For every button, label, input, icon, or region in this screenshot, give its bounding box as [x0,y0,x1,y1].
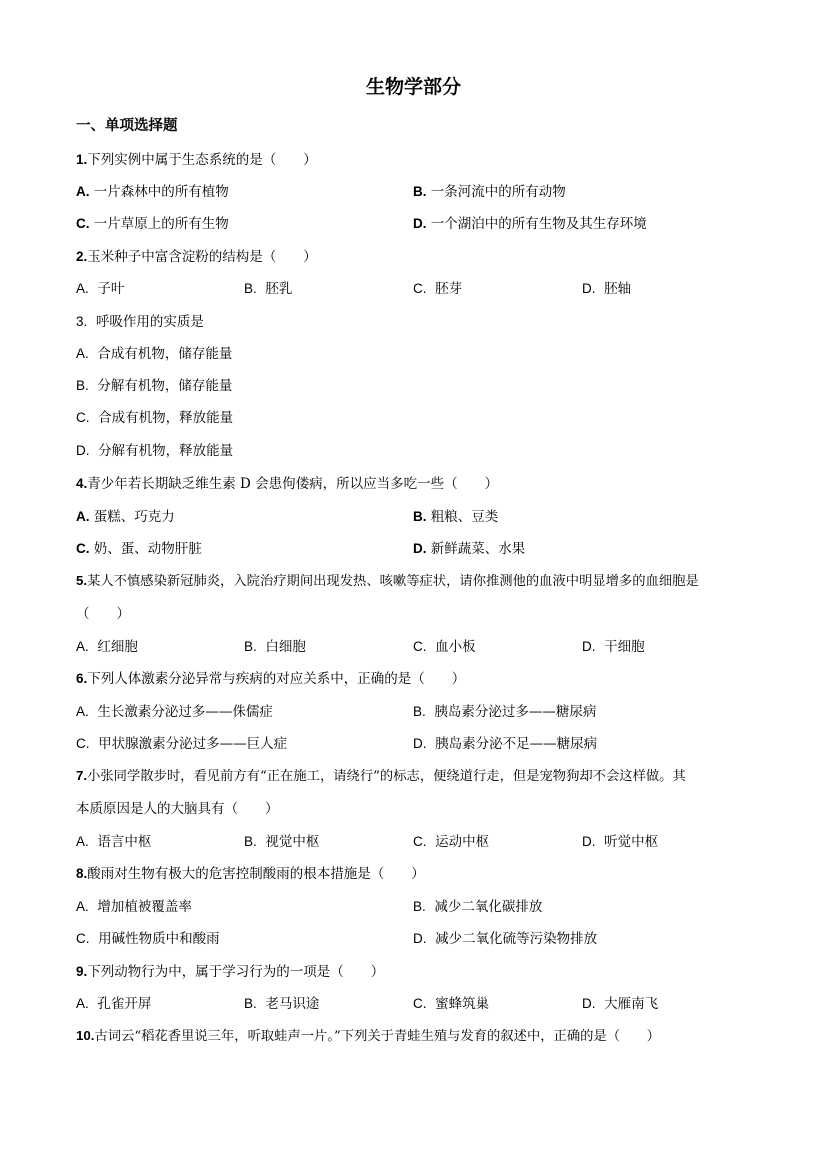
question-text: 青少年若长期缺乏维生素 D 会患佝偻病，所以应当多吃一些（ ） [87,476,499,492]
option-c: C. 血小板 [413,639,476,655]
question-8 [76,862,425,882]
option-a: A. 生长激素分泌过多——侏儒症 [76,704,273,720]
question-number: 2. [76,249,88,264]
question-3 [76,310,204,330]
option-c: C. 奶、蛋、动物肝脏 [76,541,202,557]
question-9 [76,960,384,980]
question-number: 1. [76,152,88,167]
option-c: C. 甲状腺激素分泌过多——巨人症 [76,736,288,752]
option-a: A. 孔雀开屏 [76,996,152,1012]
question-7-line2: 本质原因是人的大脑具有（ ） [76,801,279,817]
option-d: D. 胚轴 [582,281,632,297]
option-c: C. 用碱性物质中和酸雨 [76,931,220,947]
question-4 [76,472,498,492]
question-6 [76,667,465,687]
option-d: D. 减少二氧化硫等污染物排放 [413,931,598,947]
question-5-line2: （ ） [76,606,130,622]
option-d: D. 分解有机物，释放能量 [76,443,234,459]
option-a: A. 增加植被覆盖率 [76,899,192,915]
question-7 [76,765,686,784]
option-c: C. 一片草原上的所有生物 [76,216,229,232]
option-a: A. 子叶 [76,281,125,297]
question-text: 下列实例中属于生态系统的是（ ） [87,152,317,168]
option-b: B. 胰岛素分泌过多——糖尿病 [413,704,597,720]
question-number: 7. [76,768,88,783]
option-c: C. 蜜蜂筑巢 [413,996,490,1012]
option-c: C. 胚芽 [413,281,463,297]
option-d: D. 干细胞 [582,639,645,655]
question-text: 酸雨对生物有极大的危害控制酸雨的根本措施是（ ） [87,866,425,882]
question-number: 3. [76,314,88,329]
question-text: 小张同学散步时，看见前方有“正在施工，请绕行”的标志，便绕道行走，但是宠物狗却不会这样做。其 [87,769,686,784]
option-a: A. 合成有机物，储存能量 [76,346,233,362]
option-a: A. 红细胞 [76,639,138,655]
question-number: 8. [76,866,88,881]
option-d: D. 胰岛素分泌不足——糖尿病 [413,736,598,752]
option-b: B. 老马识途 [244,996,320,1012]
option-b: B. 一条河流中的所有动物 [413,184,566,200]
option-d: D. 一个湖泊中的所有生物及其生存环境 [413,216,647,232]
option-d: D. 大雁南飞 [582,996,659,1012]
option-d: D. 新鲜蔬菜、水果 [413,541,526,557]
section-heading: 一、单项选择题 [76,118,178,134]
question-text: 下列动物行为中，属于学习行为的一项是（ ） [87,964,385,980]
option-b: B. 胚乳 [244,281,293,297]
question-1 [76,148,317,168]
option-b: B. 分解有机物，储存能量 [76,378,233,394]
option-a: A. 语言中枢 [76,834,152,850]
question-text: 下列人体激素分泌异常与疾病的对应关系中，正确的是（ ） [87,671,466,687]
option-b: B. 减少二氧化碳排放 [413,899,543,915]
question-text: 玉米种子中富含淀粉的结构是（ ） [87,249,317,265]
question-number: 6. [76,671,88,686]
option-d: D. 听觉中枢 [582,834,659,850]
option-a: A. 蛋糕、巧克力 [76,509,175,525]
option-b: B. 视觉中枢 [244,834,320,850]
question-text: 呼吸作用的实质是 [95,314,204,330]
question-number: 4. [76,476,88,491]
question-text: 古词云“稻花香里说三年，听取蛙声一片。”下列关于青蛙生殖与发育的叙述中，正确的是（ ） [94,1029,660,1044]
question-number: 10. [76,1028,95,1043]
question-text: 某人不慎感染新冠肺炎，入院治疗期间出现发热、咳嗽等症状，请你推测他的血液中明显增多的血细胞是 [87,574,699,589]
question-number: 5. [76,573,88,588]
question-5 [76,570,699,589]
option-b: B. 白细胞 [244,639,306,655]
question-number: 9. [76,964,88,979]
question-10 [76,1025,660,1044]
option-c: C. 运动中枢 [413,834,490,850]
question-2 [76,245,317,265]
page-title: 生物学部分 [365,76,461,98]
option-c: C. 合成有机物，释放能量 [76,410,234,426]
option-a: A. 一片森林中的所有植物 [76,184,229,200]
option-b: B. 粗粮、豆类 [413,509,499,525]
